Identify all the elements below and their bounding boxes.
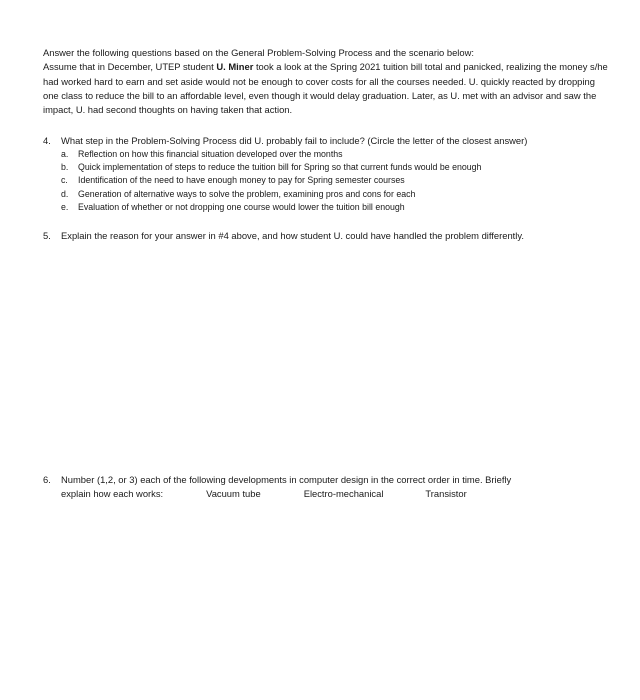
question-6 — [43, 473, 609, 501]
instructions-lead: Answer the following questions based on the General Problem-Solving Process and the scenario below: — [43, 47, 474, 58]
question-4-number: 4. — [43, 135, 51, 146]
student-name: U. Miner — [216, 61, 254, 73]
option-a[interactable] — [61, 148, 609, 161]
option-text: Reflection on how this financial situation developed over the months — [78, 149, 343, 159]
option-letter: b. — [61, 162, 69, 173]
question-4-text: What step in the Problem-Solving Process did U. probably fail to include? (Circle the letter of the closest answer) — [61, 135, 528, 146]
option-text: Generation of alternative ways to solve the problem, examining pros and cons for each — [78, 188, 416, 199]
option-c[interactable] — [61, 174, 609, 187]
term-electro-mechanical: Electro-mechanical — [303, 488, 384, 499]
question-5-text: Explain the reason for your answer in #4 above, and how student U. could have handled the problem differently. — [61, 230, 524, 241]
option-text: Quick implementation of steps to reduce the tuition bill for Spring so that current funds would be enough — [78, 162, 482, 173]
option-b[interactable] — [61, 161, 609, 174]
option-letter: d. — [61, 188, 69, 199]
option-letter: c. — [61, 175, 68, 186]
term-vacuum-tube: Vacuum tube — [206, 488, 261, 499]
question-4 — [43, 134, 609, 214]
question-6-continuation-line — [43, 487, 609, 501]
question-6-text: Number (1,2, or 3) each of the following developments in computer design in the correct order in time. Briefly — [61, 474, 512, 485]
question-4-options — [61, 148, 609, 214]
term-transistor: Transistor — [425, 488, 467, 499]
option-letter: e. — [61, 201, 69, 212]
question-5 — [43, 229, 609, 243]
option-letter: a. — [61, 149, 69, 159]
instructions-block — [43, 46, 609, 117]
option-text: Evaluation of whether or not dropping one course would lower the tuition bill enough — [78, 201, 405, 212]
question-5-number: 5. — [43, 230, 51, 241]
scenario-start: Assume that in December, UTEP student — [43, 61, 217, 73]
scenario-rest: took a look at the Spring 2021 tuition bill total and panicked, realizing the money s/he had worked hard to earn and set aside would not be enough to cover costs for all the courses needed. U. quickly reacted by dropping one class to reduce the bill to an affordable level, even though it would delay graduation. Later, as U. met with an advisor and saw the impact, U. had second thoughts on having taken that action. — [43, 61, 608, 116]
question-6-number: 6. — [43, 474, 51, 485]
question-6-continuation: explain how each works: — [61, 488, 164, 499]
option-text: Identification of the need to have enough money to pay for Spring semester courses — [78, 175, 405, 186]
option-d[interactable] — [61, 188, 609, 201]
option-e[interactable] — [61, 201, 609, 214]
scenario-paragraph — [43, 60, 609, 117]
